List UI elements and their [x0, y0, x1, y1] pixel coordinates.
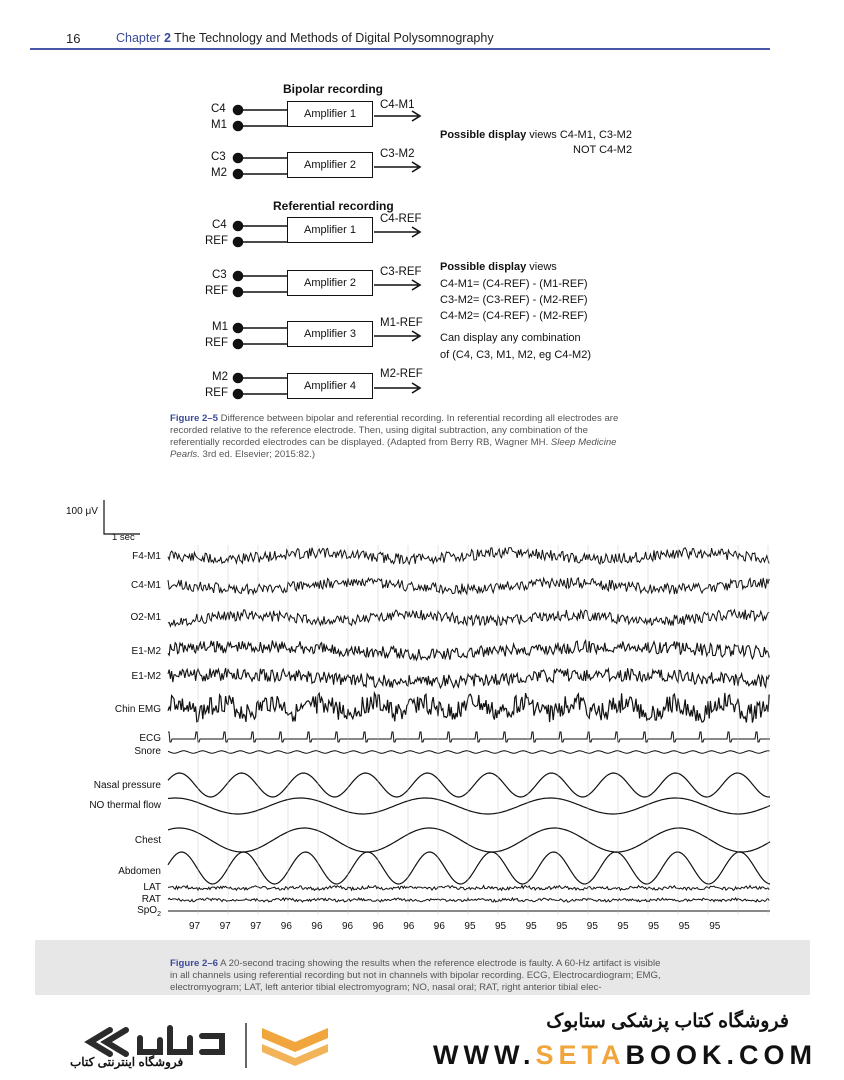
- spo2-value: 96: [280, 921, 292, 932]
- bipolar-note-bold: Possible display: [440, 129, 527, 141]
- bipolar-input-2b: M2: [211, 167, 227, 179]
- store-url: [433, 1040, 817, 1071]
- trace-nasal-pressure: [168, 773, 770, 797]
- channel-label: E1-M2: [131, 646, 161, 657]
- channel-label: LAT: [143, 882, 161, 893]
- channel-label: Chin EMG: [114, 704, 161, 715]
- chapter-number: 2: [163, 31, 171, 45]
- ref-note-title: [440, 259, 557, 276]
- figure-2-6-caption: [170, 958, 670, 994]
- ref-output-1: C4-REF: [380, 213, 422, 225]
- figure-2-5-label: Figure 2–5: [170, 413, 218, 424]
- spo2-value: 95: [495, 921, 507, 932]
- ref-note-line-1: C4-M1= (C4-REF) - (M1-REF): [440, 278, 588, 290]
- output-arrow: [374, 227, 420, 237]
- psg-tracing: [0, 490, 844, 940]
- spo2-value: 96: [433, 921, 445, 932]
- channel-label: F4-M1: [132, 551, 161, 562]
- channel-label: E1-M2: [131, 671, 161, 682]
- electrode-dot: [234, 154, 243, 163]
- channel-label: RAT: [141, 894, 161, 905]
- chapter-label: Chapter: [116, 31, 161, 45]
- url-post: BOOK.COM: [625, 1040, 817, 1070]
- spo2-value: 96: [403, 921, 415, 932]
- ref-note-combo-1: Can display any combination: [440, 332, 581, 344]
- output-arrow: [374, 331, 420, 341]
- page-number: 16: [66, 31, 81, 46]
- ref-input-3b: REF: [205, 337, 228, 349]
- spo2-value: 95: [556, 921, 568, 932]
- output-arrow: [374, 111, 420, 121]
- channel-label: NO thermal flow: [89, 800, 161, 811]
- electrode-dot: [234, 288, 243, 297]
- scale-bar: [104, 500, 140, 534]
- ref-input-1a: C4: [212, 219, 227, 231]
- ref-output-3: M1-REF: [380, 317, 423, 329]
- spo2-value: 97: [250, 921, 262, 932]
- ref-note-combo-2: of (C4, C3, M1, M2, eg C4-M2): [440, 349, 591, 361]
- output-arrow: [374, 383, 420, 393]
- channel-label: Abdomen: [118, 866, 161, 877]
- output-arrow: [374, 280, 420, 290]
- bipolar-output-2: C3-M2: [380, 148, 415, 160]
- logo-tagline: فروشگاه اینترنتی کتاب: [70, 1055, 184, 1069]
- trace-thermal-flow: [168, 798, 770, 814]
- figure-2-5-caption: [170, 413, 640, 461]
- figure-2-5-end: 3rd ed. Elsevier; 2015:82.): [199, 449, 316, 460]
- referential-title: Referential recording: [273, 199, 394, 213]
- channel-label: O2-M1: [130, 612, 161, 623]
- ref-amplifier-2: Amplifier 2: [287, 270, 373, 296]
- spo2-label-sub: 2: [157, 911, 161, 918]
- trace-ecg: [168, 732, 770, 742]
- trace-chest: [168, 828, 770, 852]
- electrode-dot: [234, 222, 243, 231]
- url-pre: WWW.: [433, 1040, 536, 1070]
- figure-2-6-text: A 20-second tracing showing the results when the reference electrode is faulty. A 60-Hz artifact is visible in all channels using referential recording but not in channels with bipolar recording. ECG, Electrocardiogram; EMG, electromyogram; LAT, left anterior tibial electromyogram; NO, nasal oral; RAT, right anterior tibial elec-: [170, 958, 661, 993]
- spo2-label-text: SpO: [137, 905, 158, 916]
- electrode-dot: [234, 340, 243, 349]
- scale-voltage: 100 μV: [66, 506, 98, 517]
- scale-time: 1 sec: [112, 532, 135, 543]
- electrode-dot: [234, 238, 243, 247]
- ref-note-line-3: C4-M2= (C4-REF) - (M2-REF): [440, 310, 588, 322]
- ref-output-2: C3-REF: [380, 266, 422, 278]
- bipolar-note-rest: views C4-M1, C3-M2: [526, 129, 632, 141]
- spo2-value: 95: [709, 921, 721, 932]
- bipolar-input-1b: M1: [211, 119, 227, 131]
- electrode-dot: [234, 324, 243, 333]
- spo2-value: 95: [464, 921, 476, 932]
- spo2-value: 97: [189, 921, 201, 932]
- spo2-value: 95: [586, 921, 598, 932]
- ref-input-4a: M2: [212, 371, 228, 383]
- spo2-value: 96: [342, 921, 354, 932]
- ref-note-bold: Possible display: [440, 261, 527, 273]
- bipolar-amplifier-1: Amplifier 1: [287, 101, 373, 127]
- electrode-dot: [234, 122, 243, 131]
- bipolar-input-1a: C4: [211, 103, 226, 115]
- bipolar-note-line2: NOT C4-M2: [573, 144, 633, 156]
- amplifier-diagram: [0, 0, 844, 420]
- ref-input-4b: REF: [205, 387, 228, 399]
- ref-input-3a: M1: [212, 321, 228, 333]
- channel-label: ECG: [139, 733, 161, 744]
- spo2-value: 97: [219, 921, 231, 932]
- spo2-value: 95: [525, 921, 537, 932]
- electrode-dot: [234, 390, 243, 399]
- ref-output-4: M2-REF: [380, 368, 423, 380]
- figure-2-5-italic: Sleep Medicine Pearls.: [170, 437, 617, 460]
- spo2-value: 95: [617, 921, 629, 932]
- channel-label: C4-M1: [130, 580, 161, 591]
- ref-amplifier-4: Amplifier 4: [287, 373, 373, 399]
- bipolar-title: Bipolar recording: [283, 82, 384, 96]
- ref-input-2a: C3: [212, 269, 227, 281]
- ref-amplifier-1: Amplifier 1: [287, 217, 373, 243]
- bipolar-input-2a: C3: [211, 151, 226, 163]
- spo2-value: 96: [311, 921, 323, 932]
- ref-amplifier-3: Amplifier 3: [287, 321, 373, 347]
- ref-input-1b: REF: [205, 235, 228, 247]
- electrode-dot: [234, 374, 243, 383]
- bipolar-output-1: C4-M1: [380, 99, 415, 111]
- chapter-title: The Technology and Methods of Digital Polysomnography: [174, 31, 494, 45]
- figure-2-6-label: Figure 2–6: [170, 958, 218, 969]
- electrode-dot: [234, 272, 243, 281]
- output-arrow: [374, 162, 420, 172]
- ref-note-line-2: C3-M2= (C3-REF) - (M2-REF): [440, 294, 588, 306]
- channel-label: Nasal pressure: [93, 780, 161, 791]
- electrode-dot: [234, 170, 243, 179]
- channel-label: Chest: [134, 835, 161, 846]
- spo2-value: 96: [372, 921, 384, 932]
- ref-input-2b: REF: [205, 285, 228, 297]
- trace-abdomen: [168, 852, 770, 884]
- electrode-dot: [234, 106, 243, 115]
- spo2-value: 95: [678, 921, 690, 932]
- bipolar-amplifier-2: Amplifier 2: [287, 152, 373, 178]
- trace-snore: [168, 751, 770, 753]
- channel-label: Snore: [134, 746, 161, 757]
- url-highlight: SETA: [535, 1040, 626, 1070]
- ref-note-rest: views: [526, 261, 557, 273]
- spo2-value: 95: [648, 921, 660, 932]
- store-name: فروشگاه کتاب پزشکی ستابوک: [546, 1011, 789, 1032]
- figure-2-5-text: Difference between bipolar and referential recording. In referential recording all electrodes are recorded relative to the reference electrode. Then, using digital subtraction, any combination of the referentially recorded electrodes can be displayed. (Adapted from Berry RB, Wagner MH.: [170, 413, 619, 448]
